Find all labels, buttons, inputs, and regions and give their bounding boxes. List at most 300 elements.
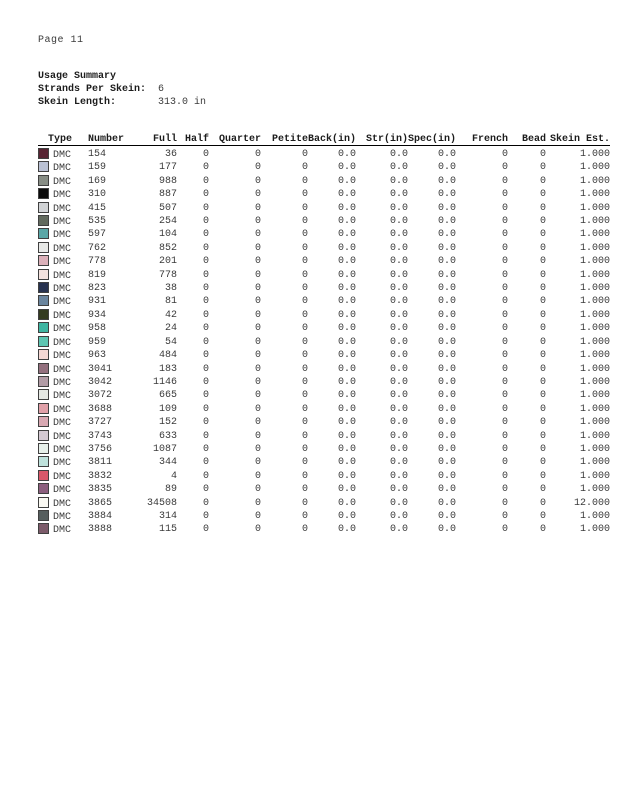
usage-summary-block bbox=[38, 70, 206, 109]
french-count-cell: 0 bbox=[501, 443, 508, 455]
spec-count-cell: 0.0 bbox=[437, 430, 456, 442]
skein-count-cell: 1.000 bbox=[579, 510, 610, 522]
spec-count-cell: 0.0 bbox=[437, 443, 456, 455]
back-count-cell: 0.0 bbox=[337, 376, 356, 388]
full-count-cell: 633 bbox=[158, 430, 177, 442]
spec-count-cell: 0.0 bbox=[437, 283, 456, 295]
french-count-cell: 0 bbox=[501, 484, 508, 496]
thread-color-swatch bbox=[38, 430, 49, 441]
full-count-cell: 484 bbox=[158, 350, 177, 362]
skein-count-cell: 1.000 bbox=[579, 256, 610, 268]
thread-brand-label: DMC bbox=[53, 203, 72, 215]
thread-number-cell: 535 bbox=[88, 216, 107, 228]
quarter-count-cell: 0 bbox=[254, 216, 261, 228]
thread-number-cell: 3756 bbox=[88, 443, 113, 455]
thread-brand-label: DMC bbox=[53, 364, 72, 376]
skein-count-cell: 1.000 bbox=[579, 189, 610, 201]
back-count-cell: 0.0 bbox=[337, 497, 356, 509]
skein-count-cell: 1.000 bbox=[579, 162, 610, 174]
column-header-french: French bbox=[456, 130, 508, 146]
thread-type-cell bbox=[38, 295, 88, 308]
half-count-cell: 0 bbox=[202, 256, 209, 268]
skein-count-cell: 1.000 bbox=[579, 336, 610, 348]
thread-type-cell bbox=[38, 175, 88, 188]
bead-count-cell: 0 bbox=[539, 350, 546, 362]
skein-count-cell: 1.000 bbox=[579, 403, 610, 415]
petite-count-cell: 0 bbox=[301, 350, 308, 362]
petite-count-cell: 0 bbox=[301, 149, 308, 160]
full-count-cell: 24 bbox=[164, 323, 177, 335]
spec-count-cell: 0.0 bbox=[437, 497, 456, 509]
spec-count-cell: 0.0 bbox=[437, 457, 456, 469]
thread-type-cell bbox=[38, 146, 88, 162]
thread-type-cell bbox=[38, 228, 88, 241]
skein-count-cell: 1.000 bbox=[579, 149, 610, 160]
table-row bbox=[38, 255, 610, 268]
french-count-cell: 0 bbox=[501, 269, 508, 281]
half-count-cell: 0 bbox=[202, 363, 209, 375]
half-count-cell: 0 bbox=[202, 470, 209, 482]
full-count-cell: 115 bbox=[158, 524, 177, 536]
table-row bbox=[38, 363, 610, 376]
str-count-cell: 0.0 bbox=[389, 323, 408, 335]
skein-count-cell: 1.000 bbox=[579, 430, 610, 442]
back-count-cell: 0.0 bbox=[337, 269, 356, 281]
thread-number-cell: 762 bbox=[88, 242, 107, 254]
skein-count-cell: 1.000 bbox=[579, 175, 610, 187]
petite-count-cell: 0 bbox=[301, 510, 308, 522]
str-count-cell: 0.0 bbox=[389, 283, 408, 295]
column-header-full: Full bbox=[138, 130, 177, 146]
back-count-cell: 0.0 bbox=[337, 189, 356, 201]
thread-color-swatch bbox=[38, 215, 49, 226]
column-header-petite: Petite bbox=[261, 130, 308, 146]
petite-count-cell: 0 bbox=[301, 376, 308, 388]
table-row bbox=[38, 497, 610, 510]
petite-count-cell: 0 bbox=[301, 336, 308, 348]
thread-color-swatch bbox=[38, 416, 49, 427]
column-header-quarter: Quarter bbox=[209, 130, 261, 146]
full-count-cell: 665 bbox=[158, 390, 177, 402]
bead-count-cell: 0 bbox=[539, 430, 546, 442]
thread-number-cell: 3888 bbox=[88, 524, 113, 536]
bead-count-cell: 0 bbox=[539, 162, 546, 174]
thread-number-cell: 934 bbox=[88, 309, 107, 321]
thread-brand-label: DMC bbox=[53, 257, 72, 269]
skein-count-cell: 1.000 bbox=[579, 269, 610, 281]
back-count-cell: 0.0 bbox=[337, 309, 356, 321]
table-row bbox=[38, 403, 610, 416]
half-count-cell: 0 bbox=[202, 457, 209, 469]
table-row bbox=[38, 336, 610, 349]
quarter-count-cell: 0 bbox=[254, 403, 261, 415]
thread-brand-label: DMC bbox=[53, 377, 72, 389]
quarter-count-cell: 0 bbox=[254, 242, 261, 254]
full-count-cell: 201 bbox=[158, 256, 177, 268]
back-count-cell: 0.0 bbox=[337, 216, 356, 228]
usage-table bbox=[38, 130, 610, 537]
thread-brand-label: DMC bbox=[53, 525, 72, 537]
thread-number-cell: 3884 bbox=[88, 510, 113, 522]
table-row bbox=[38, 322, 610, 335]
thread-number-cell: 958 bbox=[88, 323, 107, 335]
french-count-cell: 0 bbox=[501, 323, 508, 335]
thread-number-cell: 931 bbox=[88, 296, 107, 308]
back-count-cell: 0.0 bbox=[337, 242, 356, 254]
french-count-cell: 0 bbox=[501, 202, 508, 214]
skein-length-value: 313.0 in bbox=[158, 97, 207, 108]
petite-count-cell: 0 bbox=[301, 256, 308, 268]
str-count-cell: 0.0 bbox=[389, 336, 408, 348]
half-count-cell: 0 bbox=[202, 189, 209, 201]
column-header-skein: Skein Est. bbox=[546, 130, 610, 146]
quarter-count-cell: 0 bbox=[254, 390, 261, 402]
thread-type-cell bbox=[38, 322, 88, 335]
thread-number-cell: 3811 bbox=[88, 457, 113, 469]
spec-count-cell: 0.0 bbox=[437, 350, 456, 362]
skein-count-cell: 1.000 bbox=[579, 363, 610, 375]
french-count-cell: 0 bbox=[501, 403, 508, 415]
petite-count-cell: 0 bbox=[301, 524, 308, 536]
half-count-cell: 0 bbox=[202, 390, 209, 402]
str-count-cell: 0.0 bbox=[389, 443, 408, 455]
half-count-cell: 0 bbox=[202, 216, 209, 228]
column-header-number: Number bbox=[88, 130, 138, 146]
table-row bbox=[38, 242, 610, 255]
thread-brand-label: DMC bbox=[53, 418, 72, 430]
full-count-cell: 852 bbox=[158, 242, 177, 254]
thread-color-swatch bbox=[38, 309, 49, 320]
french-count-cell: 0 bbox=[501, 283, 508, 295]
skein-count-cell: 1.000 bbox=[579, 484, 610, 496]
quarter-count-cell: 0 bbox=[254, 202, 261, 214]
spec-count-cell: 0.0 bbox=[437, 175, 456, 187]
thread-brand-label: DMC bbox=[53, 404, 72, 416]
str-count-cell: 0.0 bbox=[389, 403, 408, 415]
spec-count-cell: 0.0 bbox=[437, 269, 456, 281]
thread-number-cell: 159 bbox=[88, 162, 107, 174]
quarter-count-cell: 0 bbox=[254, 336, 261, 348]
thread-color-swatch bbox=[38, 443, 49, 454]
half-count-cell: 0 bbox=[202, 376, 209, 388]
petite-count-cell: 0 bbox=[301, 216, 308, 228]
bead-count-cell: 0 bbox=[539, 256, 546, 268]
skein-count-cell: 1.000 bbox=[579, 229, 610, 241]
spec-count-cell: 0.0 bbox=[437, 202, 456, 214]
french-count-cell: 0 bbox=[501, 189, 508, 201]
full-count-cell: 104 bbox=[158, 229, 177, 241]
spec-count-cell: 0.0 bbox=[437, 390, 456, 402]
table-row bbox=[38, 456, 610, 469]
skein-count-cell: 1.000 bbox=[579, 242, 610, 254]
thread-type-cell bbox=[38, 470, 88, 483]
skein-count-cell: 1.000 bbox=[579, 283, 610, 295]
bead-count-cell: 0 bbox=[539, 269, 546, 281]
thread-type-cell bbox=[38, 188, 88, 201]
thread-number-cell: 310 bbox=[88, 189, 107, 201]
back-count-cell: 0.0 bbox=[337, 202, 356, 214]
petite-count-cell: 0 bbox=[301, 242, 308, 254]
half-count-cell: 0 bbox=[202, 149, 209, 160]
quarter-count-cell: 0 bbox=[254, 363, 261, 375]
table-row bbox=[38, 376, 610, 389]
usage-summary-title: Usage Summary bbox=[38, 71, 117, 82]
thread-color-swatch bbox=[38, 188, 49, 199]
quarter-count-cell: 0 bbox=[254, 510, 261, 522]
french-count-cell: 0 bbox=[501, 510, 508, 522]
thread-color-swatch bbox=[38, 483, 49, 494]
str-count-cell: 0.0 bbox=[389, 430, 408, 442]
quarter-count-cell: 0 bbox=[254, 296, 261, 308]
table-row bbox=[38, 282, 610, 295]
thread-type-cell bbox=[38, 376, 88, 389]
skein-count-cell: 1.000 bbox=[579, 390, 610, 402]
french-count-cell: 0 bbox=[501, 162, 508, 174]
half-count-cell: 0 bbox=[202, 443, 209, 455]
thread-type-cell bbox=[38, 523, 88, 536]
full-count-cell: 507 bbox=[158, 202, 177, 214]
skein-count-cell: 1.000 bbox=[579, 309, 610, 321]
bead-count-cell: 0 bbox=[539, 229, 546, 241]
thread-type-cell bbox=[38, 242, 88, 255]
full-count-cell: 152 bbox=[158, 417, 177, 429]
bead-count-cell: 0 bbox=[539, 376, 546, 388]
thread-brand-label: DMC bbox=[53, 176, 72, 188]
spec-count-cell: 0.0 bbox=[437, 189, 456, 201]
thread-brand-label: DMC bbox=[53, 471, 72, 483]
quarter-count-cell: 0 bbox=[254, 175, 261, 187]
strands-per-skein-label: Strands Per Skein: bbox=[38, 84, 147, 95]
french-count-cell: 0 bbox=[501, 524, 508, 536]
thread-type-cell bbox=[38, 309, 88, 322]
thread-color-swatch bbox=[38, 202, 49, 213]
quarter-count-cell: 0 bbox=[254, 149, 261, 160]
spec-count-cell: 0.0 bbox=[437, 149, 456, 160]
usage-table-body bbox=[38, 146, 610, 537]
bead-count-cell: 0 bbox=[539, 336, 546, 348]
full-count-cell: 254 bbox=[158, 216, 177, 228]
petite-count-cell: 0 bbox=[301, 390, 308, 402]
thread-color-swatch bbox=[38, 497, 49, 508]
back-count-cell: 0.0 bbox=[337, 403, 356, 415]
str-count-cell: 0.0 bbox=[389, 309, 408, 321]
table-row bbox=[38, 146, 610, 162]
back-count-cell: 0.0 bbox=[337, 296, 356, 308]
full-count-cell: 183 bbox=[158, 363, 177, 375]
str-count-cell: 0.0 bbox=[389, 350, 408, 362]
back-count-cell: 0.0 bbox=[337, 524, 356, 536]
half-count-cell: 0 bbox=[202, 269, 209, 281]
thread-number-cell: 959 bbox=[88, 336, 107, 348]
table-row bbox=[38, 483, 610, 496]
quarter-count-cell: 0 bbox=[254, 497, 261, 509]
back-count-cell: 0.0 bbox=[337, 323, 356, 335]
skein-length-label: Skein Length: bbox=[38, 97, 117, 108]
quarter-count-cell: 0 bbox=[254, 283, 261, 295]
table-row bbox=[38, 269, 610, 282]
skein-count-cell: 1.000 bbox=[579, 376, 610, 388]
french-count-cell: 0 bbox=[501, 256, 508, 268]
thread-brand-label: DMC bbox=[53, 217, 72, 229]
petite-count-cell: 0 bbox=[301, 269, 308, 281]
half-count-cell: 0 bbox=[202, 430, 209, 442]
french-count-cell: 0 bbox=[501, 376, 508, 388]
thread-brand-label: DMC bbox=[53, 243, 72, 255]
thread-type-cell bbox=[38, 510, 88, 523]
back-count-cell: 0.0 bbox=[337, 390, 356, 402]
spec-count-cell: 0.0 bbox=[437, 510, 456, 522]
bead-count-cell: 0 bbox=[539, 323, 546, 335]
half-count-cell: 0 bbox=[202, 242, 209, 254]
str-count-cell: 0.0 bbox=[389, 376, 408, 388]
french-count-cell: 0 bbox=[501, 470, 508, 482]
full-count-cell: 34508 bbox=[146, 497, 177, 509]
half-count-cell: 0 bbox=[202, 403, 209, 415]
spec-count-cell: 0.0 bbox=[437, 336, 456, 348]
bead-count-cell: 0 bbox=[539, 403, 546, 415]
back-count-cell: 0.0 bbox=[337, 470, 356, 482]
table-row bbox=[38, 430, 610, 443]
bead-count-cell: 0 bbox=[539, 457, 546, 469]
back-count-cell: 0.0 bbox=[337, 175, 356, 187]
thread-brand-label: DMC bbox=[53, 284, 72, 296]
petite-count-cell: 0 bbox=[301, 175, 308, 187]
half-count-cell: 0 bbox=[202, 323, 209, 335]
skein-count-cell: 12.000 bbox=[573, 497, 610, 509]
thread-color-swatch bbox=[38, 456, 49, 467]
full-count-cell: 177 bbox=[158, 162, 177, 174]
thread-number-cell: 3042 bbox=[88, 376, 113, 388]
quarter-count-cell: 0 bbox=[254, 229, 261, 241]
thread-color-swatch bbox=[38, 161, 49, 172]
thread-type-cell bbox=[38, 403, 88, 416]
spec-count-cell: 0.0 bbox=[437, 229, 456, 241]
thread-color-swatch bbox=[38, 175, 49, 186]
table-header-row bbox=[38, 130, 610, 146]
quarter-count-cell: 0 bbox=[254, 189, 261, 201]
str-count-cell: 0.0 bbox=[389, 216, 408, 228]
thread-number-cell: 597 bbox=[88, 229, 107, 241]
table-row bbox=[38, 295, 610, 308]
full-count-cell: 109 bbox=[158, 403, 177, 415]
full-count-cell: 344 bbox=[158, 457, 177, 469]
thread-number-cell: 169 bbox=[88, 175, 107, 187]
back-count-cell: 0.0 bbox=[337, 229, 356, 241]
petite-count-cell: 0 bbox=[301, 430, 308, 442]
bead-count-cell: 0 bbox=[539, 390, 546, 402]
table-row bbox=[38, 443, 610, 456]
half-count-cell: 0 bbox=[202, 162, 209, 174]
skein-count-cell: 1.000 bbox=[579, 202, 610, 214]
petite-count-cell: 0 bbox=[301, 363, 308, 375]
thread-number-cell: 3832 bbox=[88, 470, 113, 482]
column-header-back: Back(in) bbox=[308, 130, 356, 146]
half-count-cell: 0 bbox=[202, 524, 209, 536]
french-count-cell: 0 bbox=[501, 497, 508, 509]
bead-count-cell: 0 bbox=[539, 470, 546, 482]
str-count-cell: 0.0 bbox=[389, 269, 408, 281]
petite-count-cell: 0 bbox=[301, 417, 308, 429]
thread-number-cell: 3041 bbox=[88, 363, 113, 375]
table-row bbox=[38, 188, 610, 201]
back-count-cell: 0.0 bbox=[337, 430, 356, 442]
thread-color-swatch bbox=[38, 336, 49, 347]
back-count-cell: 0.0 bbox=[337, 417, 356, 429]
french-count-cell: 0 bbox=[501, 216, 508, 228]
spec-count-cell: 0.0 bbox=[437, 470, 456, 482]
quarter-count-cell: 0 bbox=[254, 443, 261, 455]
thread-number-cell: 3688 bbox=[88, 403, 113, 415]
thread-color-swatch bbox=[38, 295, 49, 306]
thread-number-cell: 819 bbox=[88, 269, 107, 281]
back-count-cell: 0.0 bbox=[337, 363, 356, 375]
thread-type-cell bbox=[38, 215, 88, 228]
petite-count-cell: 0 bbox=[301, 202, 308, 214]
thread-brand-label: DMC bbox=[53, 351, 72, 363]
thread-color-swatch bbox=[38, 376, 49, 387]
str-count-cell: 0.0 bbox=[389, 457, 408, 469]
thread-color-swatch bbox=[38, 389, 49, 400]
full-count-cell: 89 bbox=[164, 484, 177, 496]
str-count-cell: 0.0 bbox=[389, 242, 408, 254]
petite-count-cell: 0 bbox=[301, 403, 308, 415]
thread-brand-label: DMC bbox=[53, 431, 72, 443]
bead-count-cell: 0 bbox=[539, 524, 546, 536]
thread-brand-label: DMC bbox=[53, 270, 72, 282]
thread-color-swatch bbox=[38, 228, 49, 239]
half-count-cell: 0 bbox=[202, 309, 209, 321]
petite-count-cell: 0 bbox=[301, 470, 308, 482]
thread-brand-label: DMC bbox=[53, 310, 72, 322]
str-count-cell: 0.0 bbox=[389, 202, 408, 214]
french-count-cell: 0 bbox=[501, 309, 508, 321]
thread-number-cell: 3727 bbox=[88, 417, 113, 429]
table-row bbox=[38, 175, 610, 188]
french-count-cell: 0 bbox=[501, 363, 508, 375]
str-count-cell: 0.0 bbox=[389, 189, 408, 201]
thread-brand-label: DMC bbox=[53, 324, 72, 336]
thread-type-cell bbox=[38, 202, 88, 215]
thread-color-swatch bbox=[38, 242, 49, 253]
petite-count-cell: 0 bbox=[301, 296, 308, 308]
thread-brand-label: DMC bbox=[53, 297, 72, 309]
spec-count-cell: 0.0 bbox=[437, 242, 456, 254]
half-count-cell: 0 bbox=[202, 175, 209, 187]
full-count-cell: 4 bbox=[170, 470, 177, 482]
strands-per-skein-line bbox=[38, 83, 206, 96]
thread-number-cell: 154 bbox=[88, 149, 107, 160]
thread-color-swatch bbox=[38, 255, 49, 266]
back-count-cell: 0.0 bbox=[337, 350, 356, 362]
table-row bbox=[38, 228, 610, 241]
french-count-cell: 0 bbox=[501, 336, 508, 348]
thread-color-swatch bbox=[38, 363, 49, 374]
thread-number-cell: 963 bbox=[88, 350, 107, 362]
str-count-cell: 0.0 bbox=[389, 296, 408, 308]
bead-count-cell: 0 bbox=[539, 242, 546, 254]
thread-number-cell: 415 bbox=[88, 202, 107, 214]
table-row bbox=[38, 470, 610, 483]
quarter-count-cell: 0 bbox=[254, 309, 261, 321]
skein-count-cell: 1.000 bbox=[579, 350, 610, 362]
str-count-cell: 0.0 bbox=[389, 417, 408, 429]
back-count-cell: 0.0 bbox=[337, 510, 356, 522]
thread-color-swatch bbox=[38, 322, 49, 333]
str-count-cell: 0.0 bbox=[389, 162, 408, 174]
bead-count-cell: 0 bbox=[539, 510, 546, 522]
thread-type-cell bbox=[38, 161, 88, 174]
french-count-cell: 0 bbox=[501, 229, 508, 241]
